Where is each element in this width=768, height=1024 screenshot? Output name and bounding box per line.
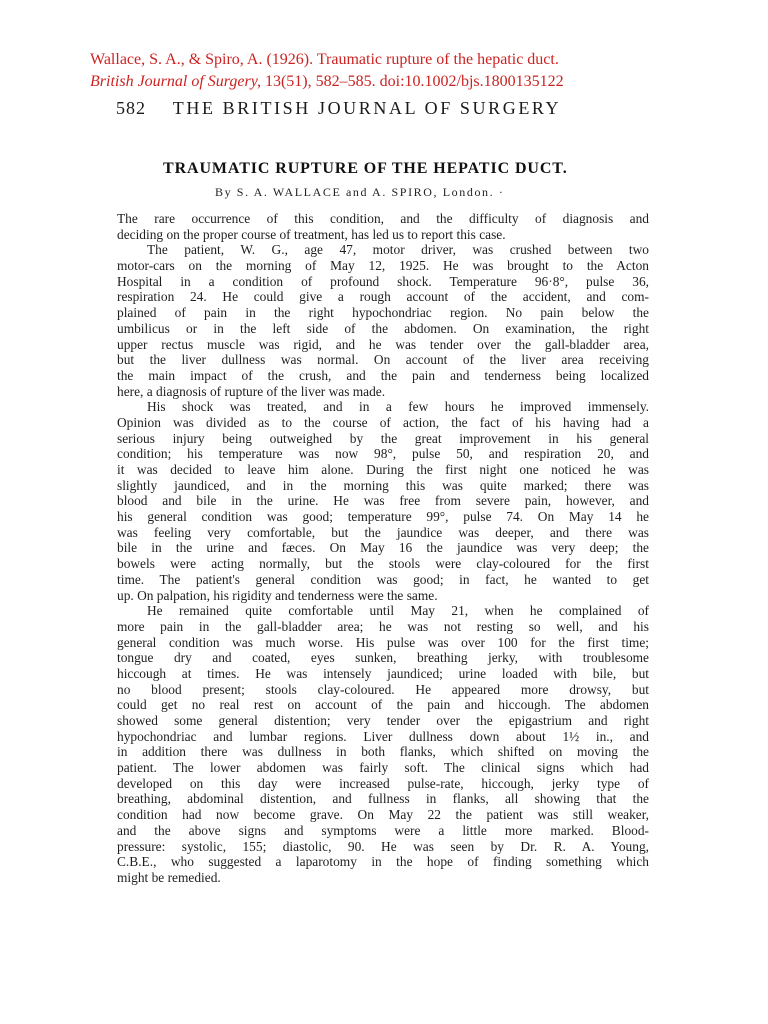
body-line: was feeling very comfortable, but the jaundice was deeper, and there was [117, 524, 649, 540]
body-line: could get no real rest on account of the pain and hiccough. The abdomen [117, 697, 649, 713]
body-line: plained of pain in the right hypochondriac region. No pain below the [117, 305, 649, 321]
citation-journal: British Journal of Surgery, [90, 73, 261, 90]
page-number: 582 [116, 98, 146, 118]
body-line: umbilicus or in the left side of the abdomen. On examination, the right [117, 320, 649, 336]
body-line: but the liver dullness was normal. On account of the liver area receiving [117, 352, 649, 368]
body-line: upper rectus muscle was rigid, and he was tender over the gall-bladder area, [117, 336, 649, 352]
body-line: C.B.E., who suggested a laparotomy in the hope of finding something which [117, 854, 649, 870]
running-head [116, 98, 596, 119]
body-line: blood and bile in the urine. He was free from severe pain, however, and [117, 493, 649, 509]
body-line: motor-cars on the morning of May 12, 1925. He was brought to the Acton [117, 258, 649, 274]
citation-details: 13(51), 582–585. doi:10.1002/bjs.1800135122 [260, 73, 564, 90]
body-line: showed some general distention; very tender over the epigastrium and right [117, 713, 649, 728]
body-line: it was decided to leave him alone. During the first night one noticed he was [117, 462, 649, 477]
body-line: He remained quite comfortable until May 21, when he complained of [147, 603, 649, 619]
body-line: His shock was treated, and in a few hours he improved immensely. [147, 399, 649, 415]
body-line: up. On palpation, his rigidity and tenderness were the same. [117, 587, 438, 603]
article-title: TRAUMATIC RUPTURE OF THE HEPATIC DUCT. [163, 160, 568, 177]
body-line: deciding on the proper course of treatment, has led us to report this case. [117, 226, 506, 242]
citation-line-1: Wallace, S. A., & Spiro, A. (1926). Traumatic rupture of the hepatic duct. [90, 51, 559, 68]
body-line: bile in the urine and fæces. On May 16 the jaundice was very deep; the [117, 540, 649, 556]
body-line: condition; his temperature was now 98°, pulse 50, and respiration 20, and [117, 446, 649, 462]
body-line: tongue dry and coated, eyes sunken, breathing jerky, with troublesome [117, 650, 649, 666]
citation-line-2 [90, 71, 730, 93]
body-line: more pain in the gall-bladder area; he was not resting so well, and his [117, 618, 649, 634]
body-line: pressure: systolic, 155; diastolic, 90. He was seen by Dr. R. A. Young, [117, 838, 649, 854]
body-line: The rare occurrence of this condition, and the difficulty of diagnosis and [117, 211, 649, 226]
body-line: hypochondriac and lumbar regions. Liver dullness down about 1½ in., and [117, 728, 649, 744]
body-line: time. The patient's general condition was good; in fact, he wanted to get [117, 571, 649, 587]
body-line: in addition there was dullness in both flanks, which shifted on moving the [117, 744, 649, 760]
body-line: the main impact of the crush, and the pain and tenderness being localized [117, 367, 649, 383]
body-line: and the above signs and symptoms were a little more marked. Blood- [117, 822, 649, 838]
body-line: here, a diagnosis of rupture of the liver was made. [117, 383, 386, 399]
body-line: general condition was much worse. His pulse was over 100 for the first time; [117, 634, 649, 650]
body-line: condition had now become grave. On May 22 the patient was still weaker, [117, 807, 649, 823]
body-line: his general condition was good; temperature 99°, pulse 74. On May 14 he [117, 509, 649, 525]
article-body [117, 211, 649, 886]
body-line: slightly jaundiced, and in the morning this was quite marked; there was [117, 477, 649, 493]
body-line: bowels were acting normally, but the stools were clay-coloured for the first [117, 556, 649, 572]
body-line: no blood present; stools clay-coloured. He appeared more drowsy, but [117, 681, 649, 697]
body-line: Hospital in a condition of profound shock. Temperature 96·8°, pulse 36, [117, 273, 649, 289]
body-line: Opinion was divided as to the course of action, the fact of his having had a [117, 414, 649, 430]
body-line: might be remedied. [117, 869, 221, 885]
body-line: developed on this day were increased pulse-rate, hiccough, jerky type of [117, 775, 649, 791]
body-line: respiration 24. He could give a rough account of the accident, and com- [117, 289, 649, 305]
body-line: hiccough at times. He was intensely jaundiced; urine loaded with bile, but [117, 665, 649, 681]
body-line: serious injury being outweighed by the great improvement in his general [117, 430, 649, 446]
body-line: patient. The lower abdomen was fairly soft. The clinical signs which had [117, 760, 649, 776]
journal-title: THE BRITISH JOURNAL OF SURGERY [172, 98, 562, 118]
body-line: The patient, W. G., age 47, motor driver, was crushed between two [147, 242, 649, 258]
citation-block [90, 49, 730, 93]
body-line: breathing, abdominal distention, and fullness in flanks, all showing that the [117, 791, 649, 807]
byline: By S. A. WALLACE and A. SPIRO, London. · [215, 185, 505, 199]
